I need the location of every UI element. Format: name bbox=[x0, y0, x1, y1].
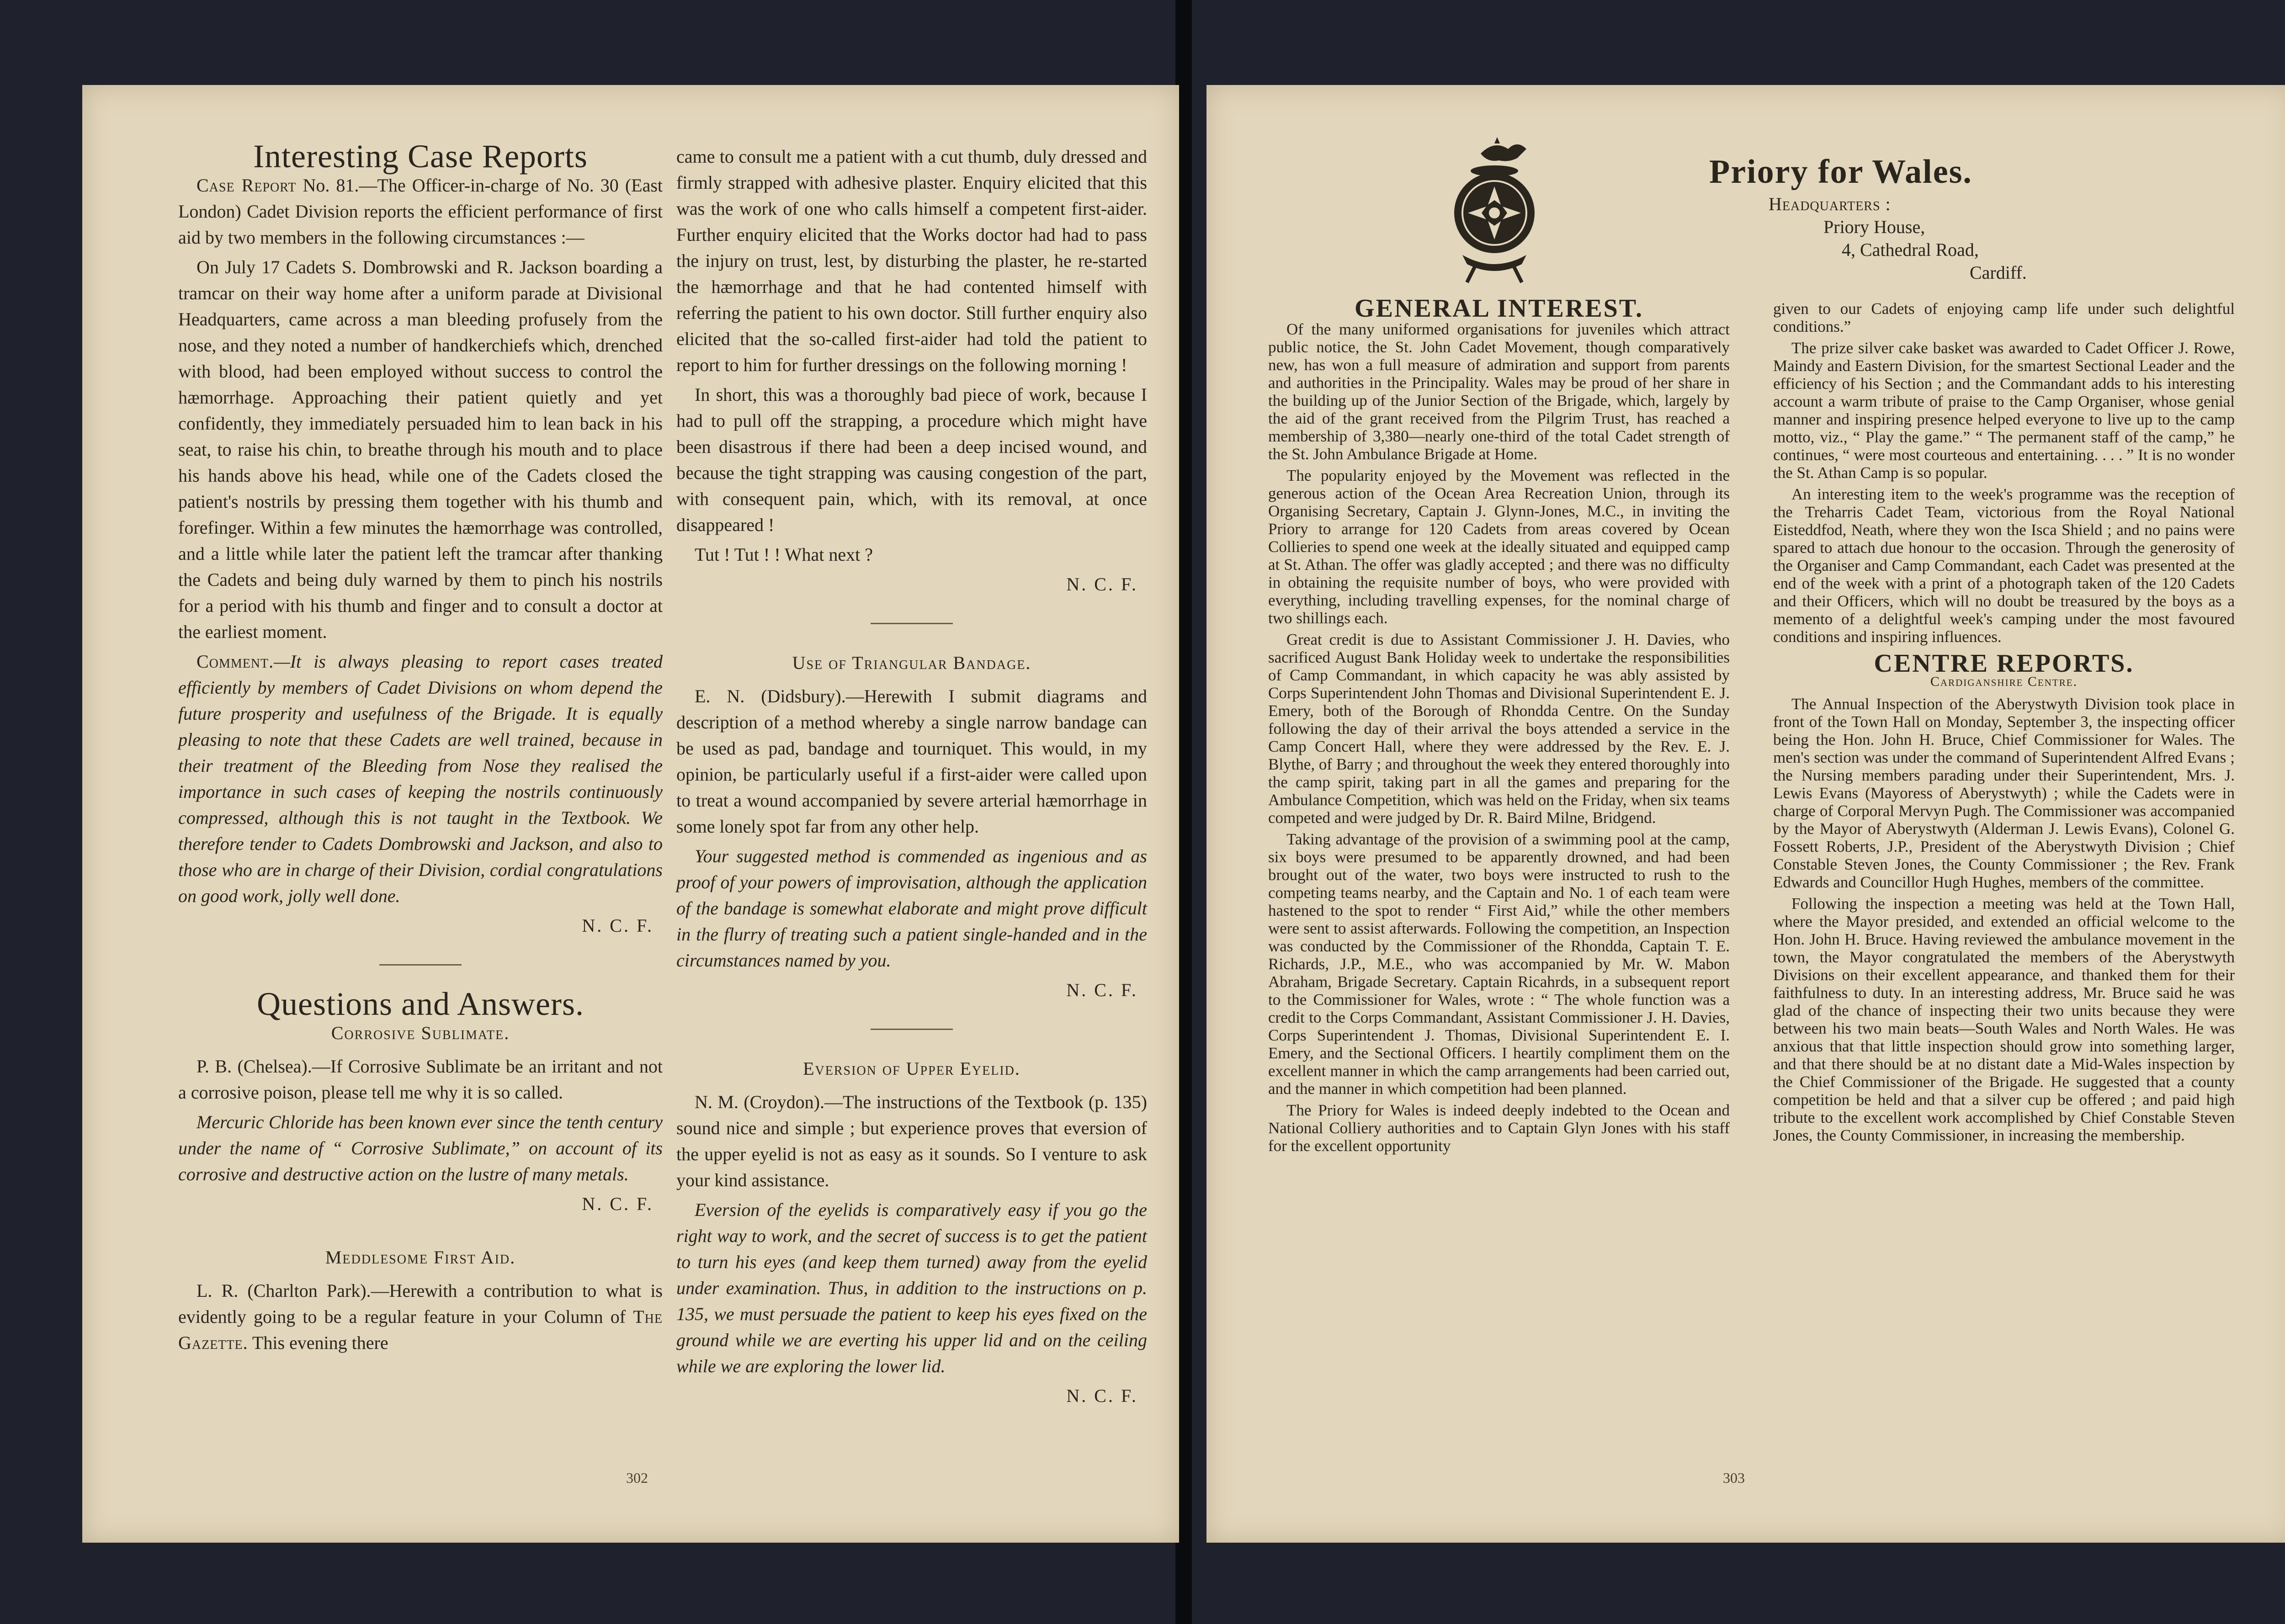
corrosive-question: P. B. (Chelsea).—If Corrosive Sublimate be an irritant and not a corrosive poison, please tell me why it is so called. bbox=[178, 1056, 663, 1103]
page-number-right: 303 bbox=[1723, 1470, 1745, 1486]
section-divider bbox=[871, 623, 953, 624]
questions-answers-title: Questions and Answers. bbox=[257, 986, 584, 1022]
cardiganshire-centre-heading: Cardiganshire Centre. bbox=[1930, 674, 2078, 689]
corrosive-sublimate-heading: Corrosive Sublimate. bbox=[331, 1023, 510, 1043]
signature-initials: N. C. F. bbox=[1066, 1385, 1138, 1406]
signature-initials: N. C. F. bbox=[582, 915, 654, 936]
meddlesome-question bbox=[178, 1278, 663, 1356]
bandage-answer: Your suggested method is commended as ingenious and as proof of your powers of improvisation, although the application of the bandage is somewhat elaborate and might prove difficult in the flurry of treating such a patient single-handed and in the circumstances named by you. bbox=[676, 846, 1147, 971]
address-line: 4, Cathedral Road, bbox=[1842, 239, 1979, 260]
priory-crest-emblem bbox=[1449, 135, 1540, 288]
section-divider bbox=[871, 1029, 953, 1030]
gazette-name: The Gazette. bbox=[178, 1306, 663, 1353]
maltese-cross-icon bbox=[1449, 135, 1540, 286]
comment-text: —It is always pleasing to report cases treated efficiently by members of Cadet Divisions on whom depend the future prosperity and usefulness of the Brigade. It is equally pleasing to note that these Cadets are well trained, because in their treatment of the Bleeding from Nose they realised the importance in such cases of keeping the nostrils continuously compressed, although this is not taught in the Textbook. We therefore tender to Cadets Dombrowski and Jackson, and also to those who are in charge of their Division, cordial congratulations on good work, jolly well done. bbox=[178, 651, 663, 906]
centre-report-paragraph: Following the inspection a meeting was held at the Town Hall, where the Mayor presided, and extended an official welcome to the Hon. John H. Bruce. Having reviewed the ambulance movement in the town, the Mayor congratulated the members of the Aberystwyth Divisions on their excellent appearance, and thanked them for their faithfulness to duty. In an interesting address, Mr. Bruce said he was glad of the chance of inspecting their two units because they were between his two main beats—South Wales and North Wales. He was anxious that that little inspection should grow into something larger, and that there should be at no distant date a Mid-Wales inspection by the Chief Commissioner of the Brigade. He suggested that a county competition be held and that a silver cup be offered ; and paid high tribute to the excellent work accomplished by Chief Constable Steven Jones, the County Commissioner, in increasing the membership. bbox=[1773, 895, 2235, 1144]
eyelid-answer: Eversion of the eyelids is comparatively easy if you go the right way to work, and the secret of success is to get the patient to turn his eyes (and keep them turned) away from the eyelid under examination. Thus, in addition to the instructions on p. 135, we must persuade the patient to keep his eyes fixed on the ground while we are everting his upper lid and on the ceiling while we are exploring the lower lid. bbox=[676, 1199, 1147, 1376]
section-divider bbox=[379, 964, 462, 966]
headquarters-address bbox=[1769, 193, 2027, 284]
priory-for-wales-title: Priory for Wales. bbox=[1709, 153, 1972, 191]
case-report-text: No. 81.—The Officer-in-charge of No. 30 (East London) Cadet Division reports the efficient performance of first aid by two members in the following circumstances :— bbox=[178, 175, 663, 248]
left-column-1 bbox=[178, 138, 663, 1359]
general-interest-paragraph: Great credit is due to Assistant Commissioner J. H. Davies, who sacrificed August Bank Holiday week to undertake the responsibilities of Camp Commandant, in which capacity he was ably assisted by Corps Superintendent John Thomas and Divisional Superintendent E. J. Emery, both of the Borough of Rhondda Centre. On the Sunday following the day of their arrival the boys attended a service in the Camp Concert Hall, where they were addressed by the Rev. E. J. Blythe, of Barry ; and throughout the week they entered thoroughly into the camp spirit, taking part in all the games and preparing for the Ambulance Competition, which was held on the Friday, when six teams competed and were judged by Dr. R. Baird Milne, Bridgend. bbox=[1268, 631, 1730, 827]
headquarters-label: Headquarters : bbox=[1769, 194, 1891, 214]
general-interest-paragraph: Of the many uniformed organisations for juveniles which attract public notice, the St. John Cadet Movement, though comparatively new, has won a full measure of admiration and support from parents and authorities in the Principality. Wales may be proud of her share in the building up of the Junior Section of the Brigade, which, largely by the aid of the grant received from the Pilgrim Trust, has reached a membership of 3,380—nearly one-third of the total Cadet strength of the St. John Ambulance Brigade at Home. bbox=[1268, 320, 1730, 463]
meddlesome-text-end: This evening there bbox=[252, 1332, 388, 1353]
bandage-question: E. N. (Didsbury).—Herewith I submit diagrams and description of a method whereby a single narrow bandage can be used as pad, bandage and tourniquet. This would, in my opinion, be particularly useful if a first-aider were called upon to treat a wound accompanied by severe arterial hæmorrhage in some lonely spot far from any other help. bbox=[676, 686, 1147, 837]
case-reports-title: Interesting Case Reports bbox=[253, 138, 588, 175]
right-page bbox=[1206, 85, 2285, 1543]
signature-initials: N. C. F. bbox=[1066, 980, 1138, 1000]
general-interest-paragraph: An interesting item to the week's programme was the reception of the Treharris Cadet Team, victorious from the Royal National Eisteddfod, Neath, where they won the Isca Shield ; and no pains were spared to attach due honour to the occasion. Through the generosity of the Organiser and Camp Commandant, each Cadet was presented at the end of the week with a print of a photograph taken of the 120 Cadets and their Officers, which will no doubt be treasured by the boys as a memento of a delightful week's camping under the most favoured conditions and inspiring influences. bbox=[1773, 485, 2235, 646]
general-interest-continued: given to our Cadets of enjoying camp life under such delightful conditions.” bbox=[1773, 300, 2235, 335]
centre-report-paragraph: The Annual Inspection of the Aberystwyth Division took place in front of the Town Hall on Monday, September 3, the inspecting officer being the Hon. John H. Bruce, Chief Commissioner for Wales. The men's section was under the command of Superintendent Alfred Evans ; the Nursing members parading under their Superintendent, Mrs. J. Lewis Evans (Mayoress of Aberystwyth) ; while the Cadets were in charge of Corporal Mervyn Pugh. The Commissioner was accompanied by the Mayor of Aberystwyth (Alderman J. Lewis Evans), Colonel G. Fossett Roberts, J.P., President of the Aberystwyth Division ; Chief Constable Steven Jones, the County Commissioner ; the Rev. Frank Edwards and Councillor Hugh Hughes, members of the committee. bbox=[1773, 695, 2235, 891]
signature-initials: N. C. F. bbox=[582, 1194, 654, 1214]
comment-paragraph bbox=[178, 648, 663, 909]
upper-eyelid-heading: Eversion of Upper Eyelid. bbox=[803, 1058, 1020, 1079]
case-report-intro bbox=[178, 172, 663, 250]
left-column-2 bbox=[676, 143, 1147, 1412]
general-interest-paragraph: The prize silver cake basket was awarded to Cadet Officer J. Rowe, Maindy and Eastern Division, for the smartest Sectional Leader and the efficiency of his Section ; and the Commandant adds to his interesting account a warm tribute of praise to the Camp Organiser, whose genial manner and inspiring presence helped everyone to live up to the camp motto, viz., “ Play the game.” “ The permanent staff of the camp,” he continues, “ were most courteous and entertaining. . . . ” It is no wonder the St. Athan Camp is so popular. bbox=[1773, 339, 2235, 482]
corrosive-answer: Mercuric Chloride has been known ever since the tenth century under the name of “ Corrosive Sublimate,” on account of its corrosive and destructive action on the lustre of many metals. bbox=[178, 1112, 663, 1184]
right-column-2 bbox=[1773, 300, 2235, 1148]
address-line: Cardiff. bbox=[1970, 262, 2027, 283]
address-line: Priory House, bbox=[1823, 217, 1925, 237]
page-number-left: 302 bbox=[626, 1470, 648, 1486]
triangular-bandage-heading: Use of Triangular Bandage. bbox=[792, 653, 1031, 673]
case-report-label: Case Report bbox=[197, 175, 297, 196]
left-page bbox=[82, 85, 1179, 1543]
general-interest-paragraph: The popularity enjoyed by the Movement was reflected in the generous action of the Ocean Area Recreation Union, through its Organising Secretary, Captain J. Glynn-Jones, M.C., in inviting the Priory to arrange for 120 Cadets from areas covered by Ocean Collieries to spend one week at the ideally situated and equipped camp at St. Athan. The offer was gladly accepted ; and there was no difficulty in obtaining the requisite number of boys, who were provided with everything, including travelling expenses, for the nominal charge of two shillings each. bbox=[1268, 467, 1730, 627]
case-report-body: On July 17 Cadets S. Dombrowski and R. Jackson boarding a tramcar on their way home after a uniform parade at Divisional Headquarters, came across a man bleeding profusely from the nose, and they noted a number of handkerchiefs which, drenched with blood, had been employed without success to control the hæmorrhage. Approaching their patient quietly and yet confidently, they immediately persuaded him to lean back in his seat, to raise his chin, to breathe through his mouth and to place his hands above his head, while one of the Cadets closed the patient's nostrils by pressing them together with his thumb and forefinger. Within a few minutes the hæmorrhage was controlled, and a little while later the patient left the tramcar after thanking the Cadets and being duly warned by them to pinch his nostrils for a period with his thumb and finger and to consult a doctor at the earliest moment. bbox=[178, 257, 663, 642]
general-interest-paragraph: Taking advantage of the provision of a swimming pool at the camp, six boys were presumed to be apparently drowned, and had been brought out of the water, two boys were instructed to rush to the competing teams nearby, and the Captain and No. 1 of each team were hastened to the spot to render “ First Aid,” while the other members were sent to assist afterwards. Following the competition, an Inspection was conducted by the Commissioner of the Rhondda, Captain T. E. Richards, J.P., M.E., who was accompanied by Mr. W. Mabon Abraham, Brigade Secretary. Captain Ricahrds, in a subsequent report to the Commissioner for Wales, wrote : “ The whole function was a credit to the Corps Commandant, Assistant Commissioner J. H. Davies, Corps Superintendent J. Thomas, Divisional Superintendent E. I. Emery, and the Sectional Officers. I heartily compliment them on the excellent manner in which the camp arrangements had been carried out, and the manner in which competition had been planned. bbox=[1268, 830, 1730, 1098]
eyelid-question: N. M. (Croydon).—The instructions of the Textbook (p. 135) sound nice and simple ; but experience proves that eversion of the upper eyelid is not as easy as it sounds. So I venture to ask your kind assistance. bbox=[676, 1092, 1147, 1190]
meddlesome-first-aid-heading: Meddlesome First Aid. bbox=[325, 1247, 516, 1268]
signature-initials: N. C. F. bbox=[1066, 574, 1138, 594]
general-interest-title: GENERAL INTEREST. bbox=[1355, 294, 1643, 323]
centre-reports-title: CENTRE REPORTS. bbox=[1874, 649, 2134, 678]
general-interest-paragraph: The Priory for Wales is indeed deeply indebted to the Ocean and National Colliery authorities and to Captain Glyn Jones with his staff for the excellent opportunity bbox=[1268, 1101, 1730, 1155]
comment-label: Comment. bbox=[197, 651, 274, 672]
right-column-1 bbox=[1268, 294, 1730, 1158]
meddlesome-continued: came to consult me a patient with a cut thumb, duly dressed and firmly strapped with adhesive plaster. Enquiry elicited that this was the work of one who calls himself a competent first-aider. Further enquiry elicited that the Works doctor had had to pass the injury on trust, lest, by disturbing the plaster, he re-started the hæmorrhage and that he had contented himself with referring the patient to his own doctor. Still further enquiry also elicited that the so-called first-aider had told the patient to report to him for further dressings on the following morning ! bbox=[676, 146, 1147, 375]
meddlesome-conclusion: In short, this was a thoroughly bad piece of work, because I had to pull off the strapping, a procedure which might have been disastrous if there had been a deep incised wound, and because the tight strapping was causing congestion of the part, with consequent pain, which, with its removal, at once disappeared ! bbox=[676, 384, 1147, 535]
tut-tut-line: Tut ! Tut ! ! What next ? bbox=[695, 544, 873, 565]
meddlesome-text: L. R. (Charlton Park).—Herewith a contribution to what is evidently going to be a regular feature in your Column of bbox=[178, 1280, 663, 1327]
